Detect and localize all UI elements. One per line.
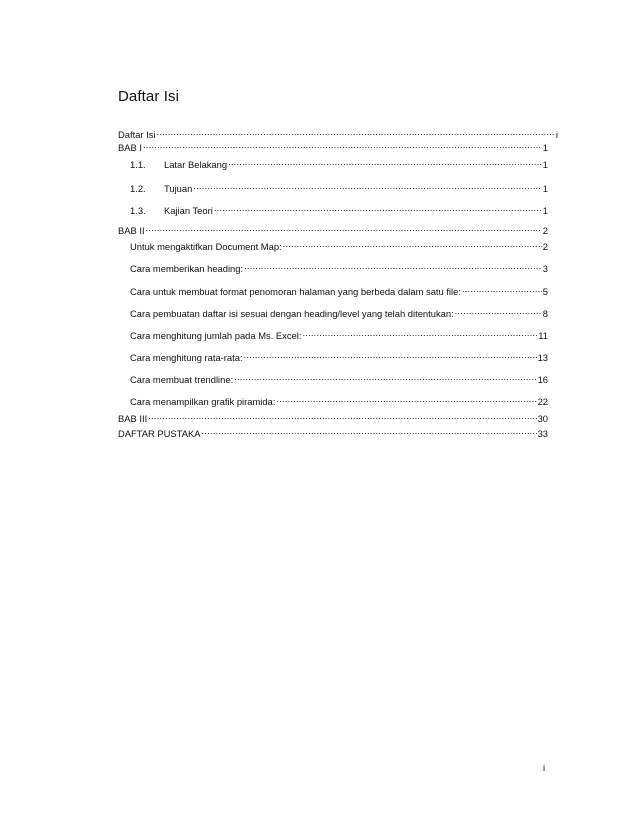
- toc-entry[interactable]: [130, 327, 548, 342]
- toc-leader-dots: [244, 349, 537, 361]
- toc-entry-page: 30: [537, 413, 548, 424]
- toc-leader-dots: [302, 327, 537, 339]
- toc-entry-number: 1.3.: [130, 205, 146, 216]
- toc-entry-label: Cara menghitung jumlah pada Ms. Excel:: [130, 330, 302, 341]
- toc-entry[interactable]: [118, 222, 548, 237]
- toc-entry-label: Latar Belakang: [164, 159, 228, 170]
- toc-leader-dots: [148, 410, 536, 422]
- toc-entry-page: 33: [537, 428, 548, 439]
- toc-entry[interactable]: [130, 393, 548, 408]
- toc-entry-label: Cara untuk membuat format penomoran halaman yang berbeda dalam satu file:: [130, 286, 461, 297]
- toc-entry-label: DAFTAR PUSTAKA: [118, 428, 201, 439]
- toc-entry-label: Cara menghitung rata-rata:: [130, 352, 243, 363]
- toc-entry-label: Daftar Isi: [118, 129, 156, 140]
- toc-entry[interactable]: [130, 283, 548, 298]
- toc-entry-label: Cara pembuatan daftar isi sesuai dengan heading/level yang telah ditentukan:: [130, 308, 454, 319]
- toc-leader-dots: [143, 139, 542, 151]
- toc-entry-page: 2: [542, 241, 548, 252]
- toc-entry-label: Cara membuat trendline:: [130, 374, 234, 385]
- toc-entry[interactable]: [130, 305, 548, 320]
- toc-entry-page: 22: [537, 396, 548, 407]
- toc-entry-label: Cara memberikan heading:: [130, 263, 244, 274]
- toc-entry-page: i: [555, 129, 558, 140]
- toc-entry-label: Kajian Teori: [164, 205, 213, 216]
- toc-entry-page: 3: [542, 263, 548, 274]
- toc-entry[interactable]: [118, 410, 548, 425]
- page-number: i: [543, 762, 546, 773]
- toc-entry-page: 5: [542, 286, 548, 297]
- toc-entry[interactable]: [130, 349, 548, 364]
- toc-leader-dots: [146, 222, 542, 234]
- toc-entry[interactable]: [118, 139, 548, 154]
- toc-leader-dots: [201, 425, 536, 437]
- toc-leader-dots: [244, 260, 542, 272]
- toc-entry-label: BAB II: [118, 225, 145, 236]
- toc-entry-page: 1: [542, 159, 548, 170]
- toc-entry[interactable]: [130, 238, 548, 253]
- toc-entry[interactable]: [130, 180, 548, 195]
- toc-leader-dots: [283, 238, 542, 250]
- toc-entry-page: 1: [542, 142, 548, 153]
- toc-entry-page: 11: [538, 330, 548, 341]
- toc-leader-dots: [193, 180, 541, 192]
- toc-entry-label: BAB III: [118, 413, 148, 424]
- toc-entry-label: Untuk mengaktifkan Document Map:: [130, 241, 282, 252]
- toc-entry[interactable]: [130, 202, 548, 217]
- toc-leader-dots: [214, 202, 542, 214]
- toc-leader-dots: [462, 283, 542, 295]
- toc-entry[interactable]: [130, 260, 548, 275]
- toc-entry-page: 8: [542, 308, 548, 319]
- toc-entry-page: 2: [542, 225, 548, 236]
- toc-leader-dots: [228, 156, 542, 168]
- toc-entry[interactable]: [118, 425, 548, 440]
- toc-entry-page: 1: [542, 183, 548, 194]
- toc-entry-label: Tujuan: [164, 183, 193, 194]
- toc-entry[interactable]: [130, 371, 548, 386]
- toc-entry-page: 16: [537, 374, 548, 385]
- toc-leader-dots: [234, 371, 536, 383]
- toc-leader-dots: [455, 305, 542, 317]
- toc-entry[interactable]: [130, 156, 548, 171]
- toc-entry-label: BAB I: [118, 142, 142, 153]
- toc-entry-page: 13: [537, 352, 548, 363]
- toc-entry-label: Cara menampilkan grafik piramida:: [130, 396, 276, 407]
- toc-entry-number: 1.1.: [130, 159, 146, 170]
- toc-entry-page: 1: [542, 205, 548, 216]
- toc-entry-number: 1.2.: [130, 183, 146, 194]
- toc-leader-dots: [157, 126, 555, 138]
- toc-heading: Daftar Isi: [118, 88, 180, 105]
- toc-leader-dots: [276, 393, 536, 405]
